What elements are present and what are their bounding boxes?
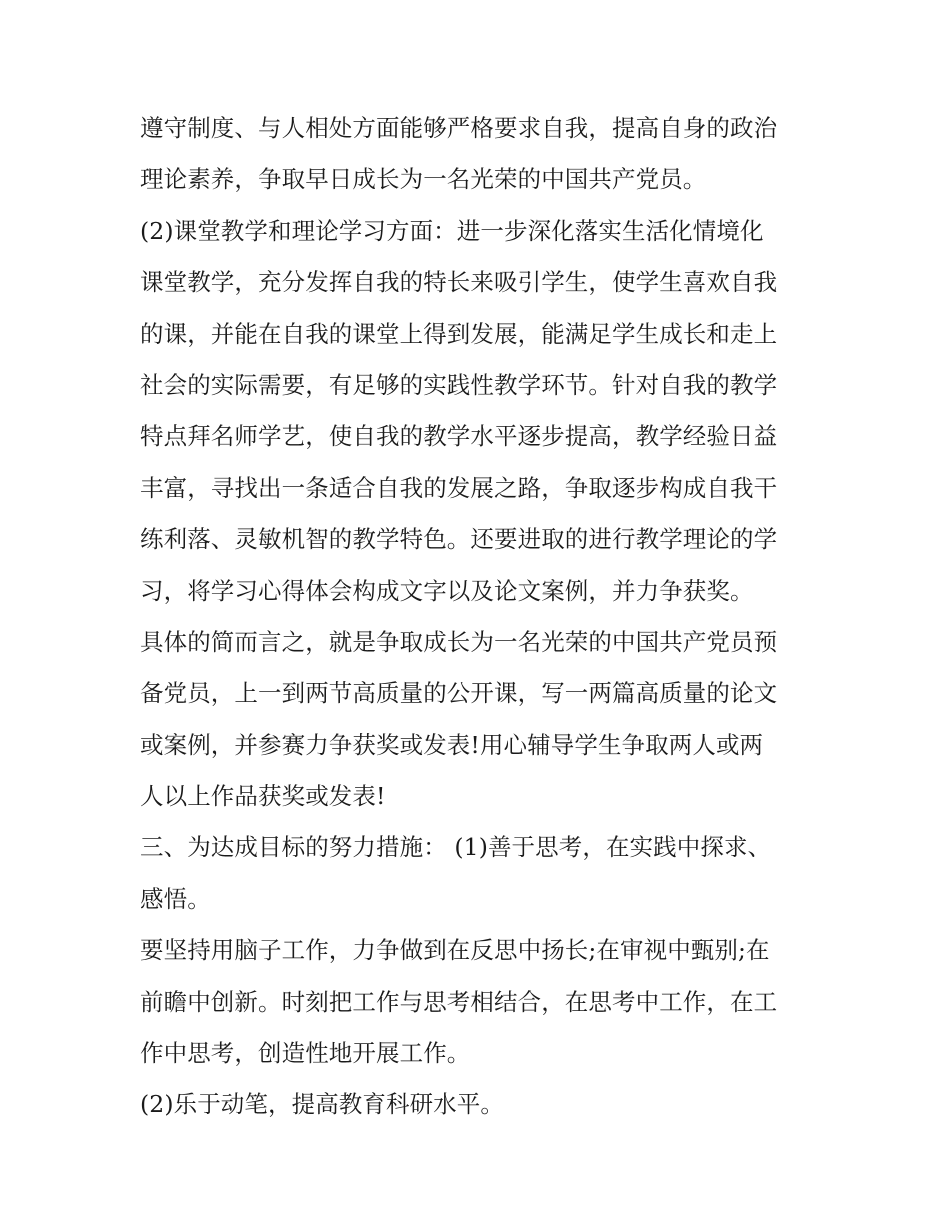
text-line: 丰富，寻找出一条适合自我的发展之路，争取逐步构成自我干 [140, 473, 778, 502]
text-line: 遵守制度、与人相处方面能够严格要求自我，提高自身的政治 [140, 114, 778, 142]
text-line: 具体的简而言之，就是争取成长为一名光荣的中国共产党员预 [140, 627, 778, 656]
text-line: 要坚持用脑子工作，力争做到在反思中扬长;在审视中甄别;在 [140, 936, 770, 965]
text-line: 的课，并能在自我的课堂上得到发展，能满足学生成长和走上 [140, 319, 778, 348]
text-line: 课堂教学，充分发挥自我的特长来吸引学生，使学生喜欢自我 [140, 268, 778, 297]
document-body [140, 103, 812, 1131]
text-line: (2)课堂教学和理论学习方面：进一步深化落实生活化情境化 [140, 216, 764, 245]
text-line: 人以上作品获奖或发表! [140, 782, 386, 811]
text-line: (2)乐于动笔，提高教育科研水平。 [140, 1090, 504, 1119]
text-line: 三、为达成目标的努力措施： (1)善于思考，在实践中探求、 [140, 833, 772, 862]
text-line: 特点拜名师学艺，使自我的教学水平逐步提高，教学经验日益 [140, 422, 778, 451]
text-line: 或案例，并参赛力争获奖或发表!用心辅导学生争取两人或两 [140, 730, 764, 759]
text-line: 理论素养，争取早日成长为一名光荣的中国共产党员。 [140, 165, 707, 194]
text-line: 备党员，上一到两节高质量的公开课，写一两篇高质量的论文 [140, 679, 778, 708]
text-line: 前瞻中创新。时刻把工作与思考相结合，在思考中工作，在工 [140, 987, 778, 1016]
text-line: 习，将学习心得体会构成文字以及论文案例，并力争获奖。 [140, 576, 754, 605]
text-line: 社会的实际需要，有足够的实践性教学环节。针对自我的教学 [140, 370, 778, 399]
text-line: 练利落、灵敏机智的教学特色。还要进取的进行教学理论的学 [140, 525, 778, 554]
text-line: 作中思考，创造性地开展工作。 [140, 1039, 471, 1068]
text-line: 感悟。 [140, 884, 211, 913]
